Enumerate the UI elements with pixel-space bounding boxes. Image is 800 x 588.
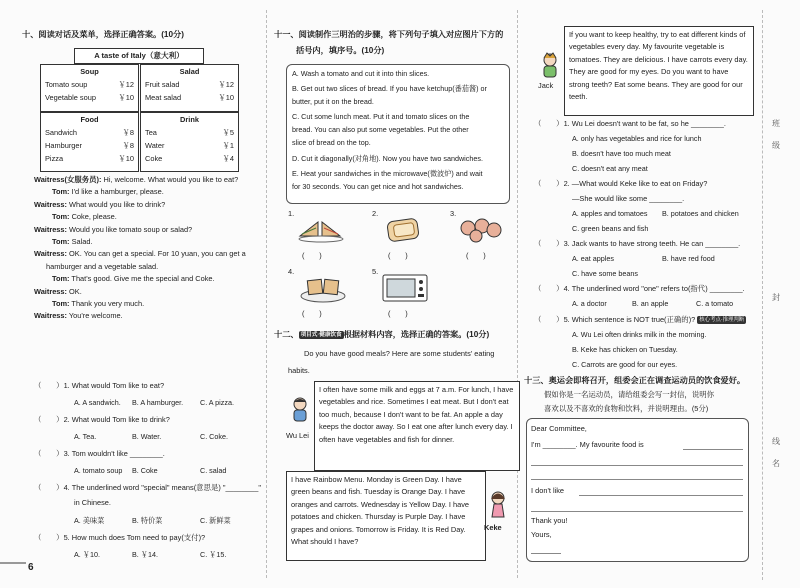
step-text: for 30 seconds. You can get nice and hot sandwiches. (292, 182, 464, 191)
bread-slice-icon (380, 216, 430, 244)
question-10-5: （ ）5. How much does Tom need to pay(支付)? (34, 533, 206, 542)
letter-box (526, 418, 749, 562)
option[interactable]: C. green beans and fish (572, 224, 649, 233)
option[interactable]: B. doesn't have too much meat (572, 149, 671, 158)
picture-label: 3. (450, 209, 457, 218)
letter-line-1: I'm ________. My favourite food is (531, 440, 644, 449)
menu-row: Meat salad ￥10 (145, 93, 234, 102)
menu-food-title: Food (80, 115, 99, 124)
margin-label: 名 (772, 459, 780, 468)
binding-line (762, 10, 763, 580)
dialogue-line: Waitress: You're welcome. (34, 311, 123, 321)
option[interactable]: B. ￥14. (132, 550, 158, 559)
dialogue-line: Tom: Coke, please. (52, 212, 117, 222)
letter-thanks: Thank you! (531, 516, 568, 525)
option[interactable]: A. apples and tomatoes (572, 209, 648, 218)
option[interactable]: C. A pizza. (200, 398, 234, 407)
option[interactable]: C. have some beans (572, 269, 638, 278)
option[interactable]: B. Water. (132, 432, 162, 441)
answer-blank[interactable]: ( ) (466, 251, 486, 260)
wu-lei-name: Wu Lei (286, 431, 309, 440)
letter-dislike: I don't like (531, 486, 565, 495)
option[interactable]: B. potatoes and chicken (662, 209, 739, 218)
wu-lei-passage: I often have some milk and eggs at 7 a.m. For lunch, I have vegetables and rice. Sometimes I eat meat. But I don't eat too much, because I don't want to be fat. An apple a day keeps the doctor away. So I eat one after lunch every day. I often have vegetables and fish for dinner. (314, 381, 520, 471)
option[interactable]: C. Carrots are good for our eyes. (572, 360, 678, 369)
section-13-line: 假如你是一名运动员，请给组委会写一封信，说明你 (544, 390, 714, 399)
jack-passage: If you want to keep healthy, try to eat different kinds of vegetables every day. My favourite vegetable is tomatoes. They are delicious. I have carrots every day. They are good for my eyes. Do you want to have strong teeth? Eat some beans. They are good for our teeth. (564, 26, 754, 116)
dialogue-line: hamburger and a vegetable salad. (46, 261, 159, 271)
menu-salad-box (140, 64, 239, 112)
keke-passage: I have Rainbow Menu. Monday is Green Day. I have green beans and fish. Tuesday is Orange Day. I have oranges and carrots. Wednesday is Yellow Day. I have potatoes and chicken. Thursday is Purple Day. I have grapes and onions. Tomorrow is Friday. It is Red Day. What should I have? (286, 471, 486, 561)
option[interactable]: A. eat apples (572, 254, 614, 263)
question-12-3: （ ）3. Jack wants to have strong teeth. He can ________. (534, 239, 741, 248)
page-number-box (0, 558, 40, 588)
answer-blank[interactable]: ( ) (302, 309, 322, 318)
jack-avatar-icon (540, 52, 560, 78)
option[interactable]: B. 特价菜 (132, 516, 163, 525)
question-12-2: （ ）2. —What would Keke like to eat on Friday? (534, 179, 708, 188)
section-10-heading: 十、阅读对话及菜单，选择正确答案。(10分) (22, 30, 184, 39)
sandwich-halves-icon (296, 216, 346, 244)
menu-row: Vegetable soup ￥10 (45, 93, 134, 102)
letter-yours: Yours, (531, 530, 552, 539)
step-text: slice of bread on the top. (292, 138, 371, 147)
menu-salad-title: Salad (179, 67, 200, 76)
option[interactable]: C. Coke. (200, 432, 228, 441)
jack-name: Jack (538, 81, 554, 90)
option[interactable]: B. Coke (132, 466, 158, 475)
write-line[interactable] (579, 495, 743, 496)
steps-box (286, 64, 510, 204)
menu-soup-box (40, 64, 139, 112)
option[interactable]: C. salad (200, 466, 227, 475)
option[interactable]: A. a doctor (572, 299, 607, 308)
keke-avatar-icon (488, 490, 508, 518)
section-12-tag: 项目式·健康饮食 (300, 331, 342, 338)
question-10-1: （ ）1. What would Tom like to eat? (34, 381, 165, 390)
answer-blank[interactable]: ( ) (388, 309, 408, 318)
menu-row: Coke ￥4 (145, 154, 234, 163)
section-13-heading: 十三、奥运会即将召开，组委会正在调查运动员的饮食爱好。 (524, 376, 746, 385)
option[interactable]: B. an apple (632, 299, 669, 308)
dialogue-line: Waitress: What would you like to drink? (34, 199, 166, 209)
column-divider (517, 10, 518, 578)
section-12-intro-2: habits. (288, 366, 310, 375)
question-12-1: （ ）1. Wu Lei doesn't want to be fat, so he ________. (534, 119, 726, 128)
menu-row: Hamburger ￥8 (45, 141, 134, 150)
menu-row: Tea ￥5 (145, 128, 234, 137)
question-12-2-cont: —She would like some ________. (572, 194, 685, 203)
keke-name: Keke (484, 523, 502, 532)
option[interactable]: C. 新鲜菜 (200, 516, 231, 525)
section-12-heading: 十二、 项目式·健康饮食 根据材料内容，选择正确的答案。(10分) (274, 330, 490, 339)
dialogue-line: Tom: I'd like a hamburger, please. (52, 187, 164, 197)
question-12-5: （ ）5. Which sentence is NOT true(正确的)? 核心考点·推理判断 (534, 315, 745, 324)
option[interactable]: B. have red food (662, 254, 715, 263)
picture-label: 2. (372, 209, 379, 218)
microwave-icon (380, 272, 430, 304)
write-line[interactable] (531, 511, 743, 512)
step-text: D. Cut it diagonally(对角地). Now you have two sandwiches. (292, 154, 483, 163)
tomato-slices-icon (456, 216, 506, 244)
step-text: butter, put it on the bread. (292, 97, 374, 106)
section-13-line: 喜欢以及不喜欢的食物和饮料，并说明理由。(5分) (544, 404, 709, 413)
column-divider (266, 10, 267, 578)
question-10-4-cont: in Chinese. (74, 498, 111, 507)
option[interactable]: B. A hamburger. (132, 398, 184, 407)
dialogue (34, 174, 262, 323)
dialogue-line: Waitress: OK. (34, 286, 82, 296)
option[interactable]: B. Keke has chicken on Tuesday. (572, 345, 678, 354)
menu-soup-title: Soup (80, 67, 99, 76)
margin-label: 线 (772, 437, 780, 446)
margin-label: 级 (772, 141, 780, 150)
option[interactable]: C. ￥15. (200, 550, 227, 559)
margin-label: 班 (772, 119, 780, 128)
option[interactable]: A. tomato soup (74, 466, 123, 475)
question-tag: 核心考点·推理判断 (699, 317, 745, 324)
dialogue-line: Tom: Salad. (52, 237, 93, 247)
answer-blank[interactable]: ( ) (388, 251, 408, 260)
dialogue-line: Tom: That's good. Give me the special and Coke. (52, 274, 215, 284)
menu-row: Tomato soup ￥12 (45, 80, 134, 89)
dialogue-line: Tom: Thank you very much. (52, 299, 145, 309)
picture-label: 4. (288, 267, 295, 276)
option[interactable]: C. doesn't eat any meat (572, 164, 648, 173)
picture-label: 5. (372, 267, 379, 276)
letter-greeting: Dear Committee, (531, 424, 587, 433)
page-number: 6 (28, 562, 34, 573)
step-text: C. Cut some lunch meat. Put it and tomato slices on the (292, 112, 470, 121)
option[interactable]: C. a tomato (696, 299, 734, 308)
menu-drink-title: Drink (180, 115, 199, 124)
dialogue-line: Waitress: Would you like tomato soup or salad? (34, 224, 193, 234)
option[interactable]: A. Wu Lei often drinks milk in the morning. (572, 330, 707, 339)
option[interactable]: A. 美味菜 (74, 516, 105, 525)
menu-row: Pizza ￥10 (45, 154, 134, 163)
question-10-4: （ ）4. The underlined word "special" means(意思是) "________" (34, 483, 261, 492)
option[interactable]: A. A sandwich. (74, 398, 121, 407)
option[interactable]: A. Tea. (74, 432, 97, 441)
step-text: A. Wash a tomato and cut it into thin slices. (292, 69, 430, 78)
write-line[interactable] (683, 449, 743, 450)
menu-row: Fruit salad ￥12 (145, 80, 234, 89)
dialogue-line: Waitress(女服务员): Hi, welcome. What would you like to eat? (34, 175, 239, 184)
sandwich-plate-icon (298, 272, 348, 304)
margin-label: 封 (772, 293, 780, 302)
section-11-heading-2: 括号内，填序号。(10分) (296, 46, 385, 55)
menu-title: A taste of Italy（意大利） (74, 48, 204, 64)
picture-label: 1. (288, 209, 295, 218)
step-text: E. Heat your sandwiches in the microwave(微波炉) and wait (292, 169, 483, 178)
step-text: B. Get out two slices of bread. If you have ketchup(番茄酱) or (292, 84, 487, 93)
section-11-heading: 十一、阅读制作三明治的步骤，将下列句子填入对应图片下方的 (274, 30, 504, 39)
question-12-4: （ ）4. The underlined word "one" refers to(指代) ________. (534, 284, 745, 293)
dialogue-line: Waitress: OK. You can get a special. For 10 yuan, you can get a (34, 249, 246, 259)
wu-lei-avatar-icon (290, 396, 310, 422)
menu-food-box (40, 112, 139, 172)
menu-row: Sandwich ￥8 (45, 128, 134, 137)
section-12-intro: Do you have good meals? Here are some students' eating (304, 349, 495, 358)
question-10-2: （ ）2. What would Tom like to drink? (34, 415, 170, 424)
answer-blank[interactable]: ( ) (302, 251, 322, 260)
step-text: bread. You can also put some vegetables. Put the other (292, 125, 469, 134)
menu-drink-box (140, 112, 239, 172)
option[interactable]: A. only has vegetables and rice for lunch (572, 134, 702, 143)
option[interactable]: A. ￥10. (74, 550, 100, 559)
question-10-3: （ ）3. Tom wouldn't like ________. (34, 449, 165, 458)
menu-row: Water ￥1 (145, 141, 234, 150)
write-line[interactable] (531, 479, 743, 480)
write-line[interactable] (531, 465, 743, 466)
write-line[interactable] (531, 553, 561, 554)
